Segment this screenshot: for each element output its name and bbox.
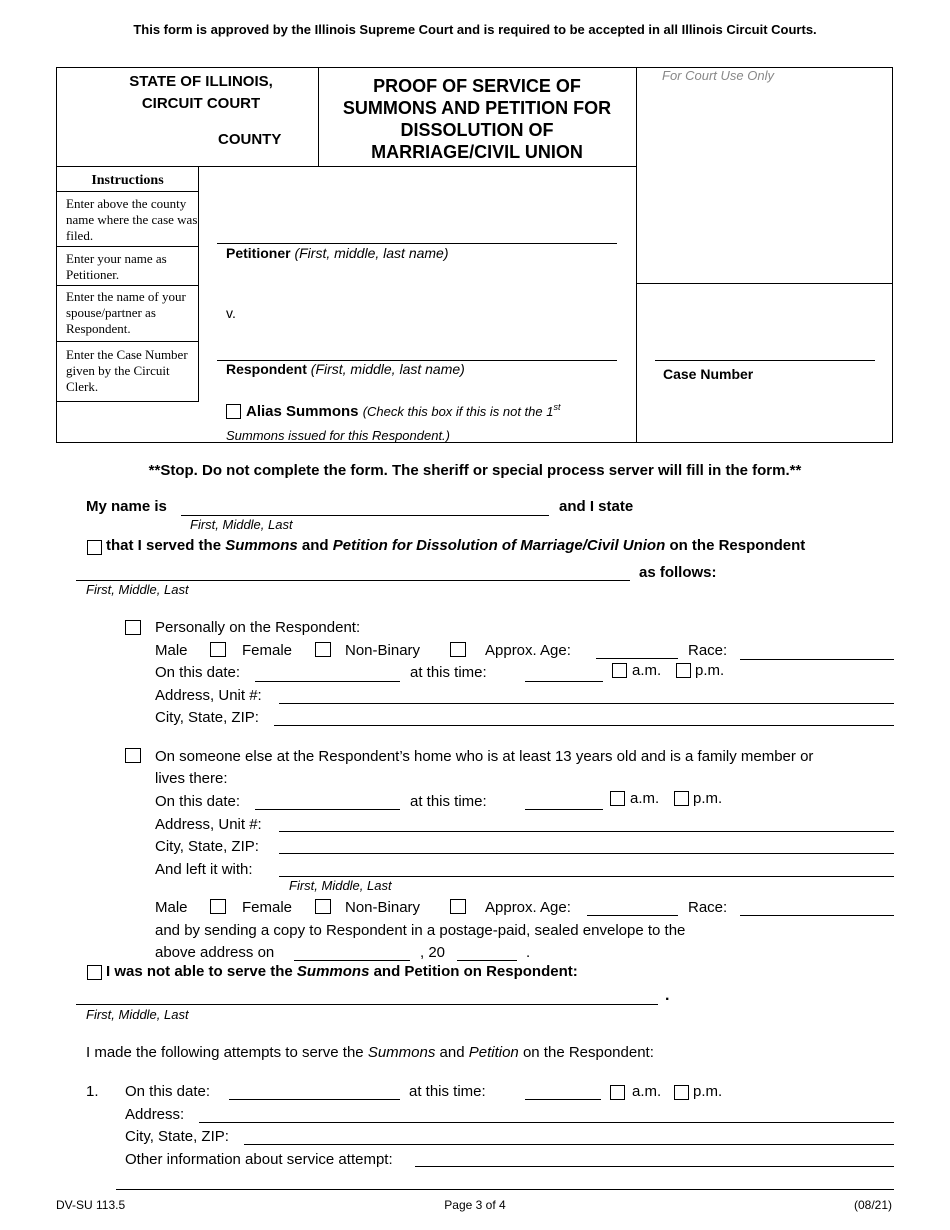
- attempt-1-date-label: On this date:: [125, 1083, 211, 1100]
- personal-female-label: Female: [242, 642, 293, 659]
- footer-form-id: DV-SU 113.5: [56, 1198, 126, 1212]
- not-served-hint: First, Middle, Last: [86, 1007, 189, 1022]
- court-use-only: For Court Use Only: [662, 68, 774, 83]
- personal-male-checkbox[interactable]: [210, 642, 226, 657]
- attempt-1-other-label: Other information about service attempt:: [125, 1151, 393, 1168]
- served-checkbox[interactable]: [87, 540, 102, 555]
- alias-summons-hint: Summons issued for this Respondent.): [226, 428, 450, 443]
- mailing-date-line[interactable]: [294, 960, 410, 961]
- mailing-year-label: , 20: [420, 944, 446, 961]
- my-name-label: My name is: [86, 498, 167, 515]
- county-label: COUNTY: [218, 131, 282, 148]
- personal-date-label: On this date:: [155, 664, 241, 681]
- personal-race-line[interactable]: [740, 659, 894, 660]
- substitute-service-label: On someone else at the Respondent’s home who is at least 13 years old and is a family member or: [155, 748, 814, 765]
- personal-male-label: Male: [155, 642, 188, 659]
- not-served-period: .: [665, 987, 670, 1004]
- not-served-checkbox[interactable]: [87, 965, 102, 980]
- personal-service-checkbox[interactable]: [125, 620, 141, 635]
- approval-notice: This form is approved by the Illinois Supreme Court and is required to be accepted in all Illinois Circuit Courts.: [133, 22, 817, 37]
- substitute-service-checkbox[interactable]: [125, 748, 141, 763]
- personal-race-label: Race:: [688, 642, 728, 659]
- mailing-period: .: [526, 944, 531, 961]
- stop-notice: **Stop. Do not complete the form. The sheriff or special process server will fill in the form.**: [148, 462, 802, 479]
- respondent-label: Respondent (First, middle, last name): [226, 361, 465, 377]
- personal-age-line[interactable]: [596, 658, 678, 659]
- substitute-female-label: Female: [242, 899, 293, 916]
- petitioner-label: Petitioner (First, middle, last name): [226, 245, 449, 261]
- attempt-1-time-line[interactable]: [525, 1099, 601, 1100]
- attempt-1-city-line[interactable]: [244, 1144, 894, 1145]
- attempt-1-am-label: a.m.: [632, 1083, 662, 1100]
- personal-am-label: a.m.: [632, 662, 662, 679]
- substitute-race-label: Race:: [688, 899, 728, 916]
- attempt-1-date-line[interactable]: [229, 1099, 400, 1100]
- served-respondent-hint: First, Middle, Last: [86, 582, 189, 597]
- not-served-label: I was not able to serve the Summons and Petition on Respondent:: [106, 963, 578, 980]
- substitute-service-label-2: lives there:: [155, 770, 228, 787]
- not-served-name-line[interactable]: [76, 1004, 658, 1005]
- footer-revision: (08/21): [854, 1198, 893, 1212]
- instruction-case-number: Enter the Case Number given by the Circuit Clerk.: [66, 347, 188, 394]
- mailing-year-line[interactable]: [457, 960, 517, 961]
- left-with-hint: First, Middle, Last: [289, 878, 392, 893]
- substitute-date-line[interactable]: [255, 809, 400, 810]
- attempt-1-pm-label: p.m.: [693, 1083, 723, 1100]
- attempt-1-am-checkbox[interactable]: [610, 1085, 625, 1100]
- attempt-1-time-label: at this time:: [409, 1083, 486, 1100]
- substitute-city-label: City, State, ZIP:: [155, 838, 259, 855]
- personal-time-line[interactable]: [525, 681, 603, 682]
- court-circuit: CIRCUIT COURT: [141, 95, 261, 112]
- substitute-time-label: at this time:: [410, 793, 487, 810]
- substitute-nonbinary-label: Non-Binary: [345, 899, 421, 916]
- attempt-1-address-label: Address:: [125, 1106, 185, 1123]
- case-number-label: Case Number: [663, 366, 754, 382]
- attempt-1-pm-checkbox[interactable]: [674, 1085, 689, 1100]
- instruction-petitioner: Enter your name as Petitioner.: [66, 251, 167, 282]
- attempt-1-city-label: City, State, ZIP:: [125, 1128, 229, 1145]
- attempt-1-number: 1.: [86, 1083, 99, 1100]
- substitute-nonbinary-checkbox[interactable]: [450, 899, 466, 914]
- served-statement: that I served the Summons and Petition for Dissolution of Marriage/Civil Union on the Respondent: [106, 537, 806, 554]
- instructions-heading: Instructions: [91, 173, 164, 188]
- personal-pm-label: p.m.: [695, 662, 725, 679]
- mailing-label: and by sending a copy to Respondent in a postage-paid, sealed envelope to the: [155, 922, 686, 939]
- substitute-male-checkbox[interactable]: [210, 899, 226, 914]
- substitute-address-line[interactable]: [279, 831, 894, 832]
- personal-pm-checkbox[interactable]: [676, 663, 691, 678]
- personal-date-line[interactable]: [255, 681, 400, 682]
- personal-address-label: Address, Unit #:: [155, 687, 262, 704]
- substitute-female-checkbox[interactable]: [315, 899, 331, 914]
- attempts-intro: I made the following attempts to serve the Summons and Petition on the Respondent:: [86, 1044, 654, 1061]
- served-respondent-name-line[interactable]: [76, 580, 630, 581]
- form-title: PROOF OF SERVICE OF SUMMONS AND PETITION FOR DISSOLUTION OF MARRIAGE/CIVIL UNION: [342, 76, 612, 162]
- personal-address-line[interactable]: [279, 703, 894, 704]
- substitute-race-line[interactable]: [740, 915, 894, 916]
- substitute-address-label: Address, Unit #:: [155, 816, 262, 833]
- server-name-hint: First, Middle, Last: [190, 517, 293, 532]
- footer-page-number: Page 3 of 4: [444, 1198, 506, 1212]
- versus-label: v.: [226, 305, 236, 321]
- substitute-date-label: On this date:: [155, 793, 241, 810]
- personal-nonbinary-label: Non-Binary: [345, 642, 421, 659]
- alias-summons-checkbox[interactable]: [226, 404, 241, 419]
- and-i-state-label: and I state: [559, 498, 634, 515]
- personal-city-label: City, State, ZIP:: [155, 709, 259, 726]
- court-state: STATE OF ILLINOIS,: [129, 73, 273, 90]
- as-follows-label: as follows:: [639, 564, 717, 581]
- footer-rule: [116, 1189, 894, 1190]
- personal-age-label: Approx. Age:: [485, 642, 571, 659]
- substitute-age-label: Approx. Age:: [485, 899, 571, 916]
- case-number-line[interactable]: [655, 360, 875, 361]
- personal-nonbinary-checkbox[interactable]: [450, 642, 466, 657]
- left-with-line[interactable]: [279, 876, 894, 877]
- substitute-city-line[interactable]: [279, 853, 894, 854]
- personal-female-checkbox[interactable]: [315, 642, 331, 657]
- instruction-respondent: Enter the name of your spouse/partner as Respondent.: [66, 289, 186, 336]
- substitute-male-label: Male: [155, 899, 188, 916]
- personal-service-label: Personally on the Respondent:: [155, 619, 361, 636]
- substitute-time-line[interactable]: [525, 809, 603, 810]
- personal-city-line[interactable]: [274, 725, 894, 726]
- attempt-1-other-line[interactable]: [415, 1166, 894, 1167]
- left-with-label: And left it with:: [155, 861, 253, 878]
- substitute-am-checkbox[interactable]: [610, 791, 625, 806]
- personal-am-checkbox[interactable]: [612, 663, 627, 678]
- substitute-am-label: a.m.: [630, 790, 660, 807]
- substitute-pm-checkbox[interactable]: [674, 791, 689, 806]
- substitute-pm-label: p.m.: [693, 790, 723, 807]
- instruction-county: Enter above the county name where the case was filed.: [66, 196, 198, 243]
- server-name-line[interactable]: [181, 515, 549, 516]
- alias-summons-label: Alias Summons (Check this box if this is not the 1st: [246, 402, 561, 420]
- attempt-1-address-line[interactable]: [199, 1122, 894, 1123]
- mailing-date-label: above address on: [155, 944, 275, 961]
- substitute-age-line[interactable]: [587, 915, 678, 916]
- petitioner-name-line[interactable]: [217, 243, 617, 244]
- personal-time-label: at this time:: [410, 664, 487, 681]
